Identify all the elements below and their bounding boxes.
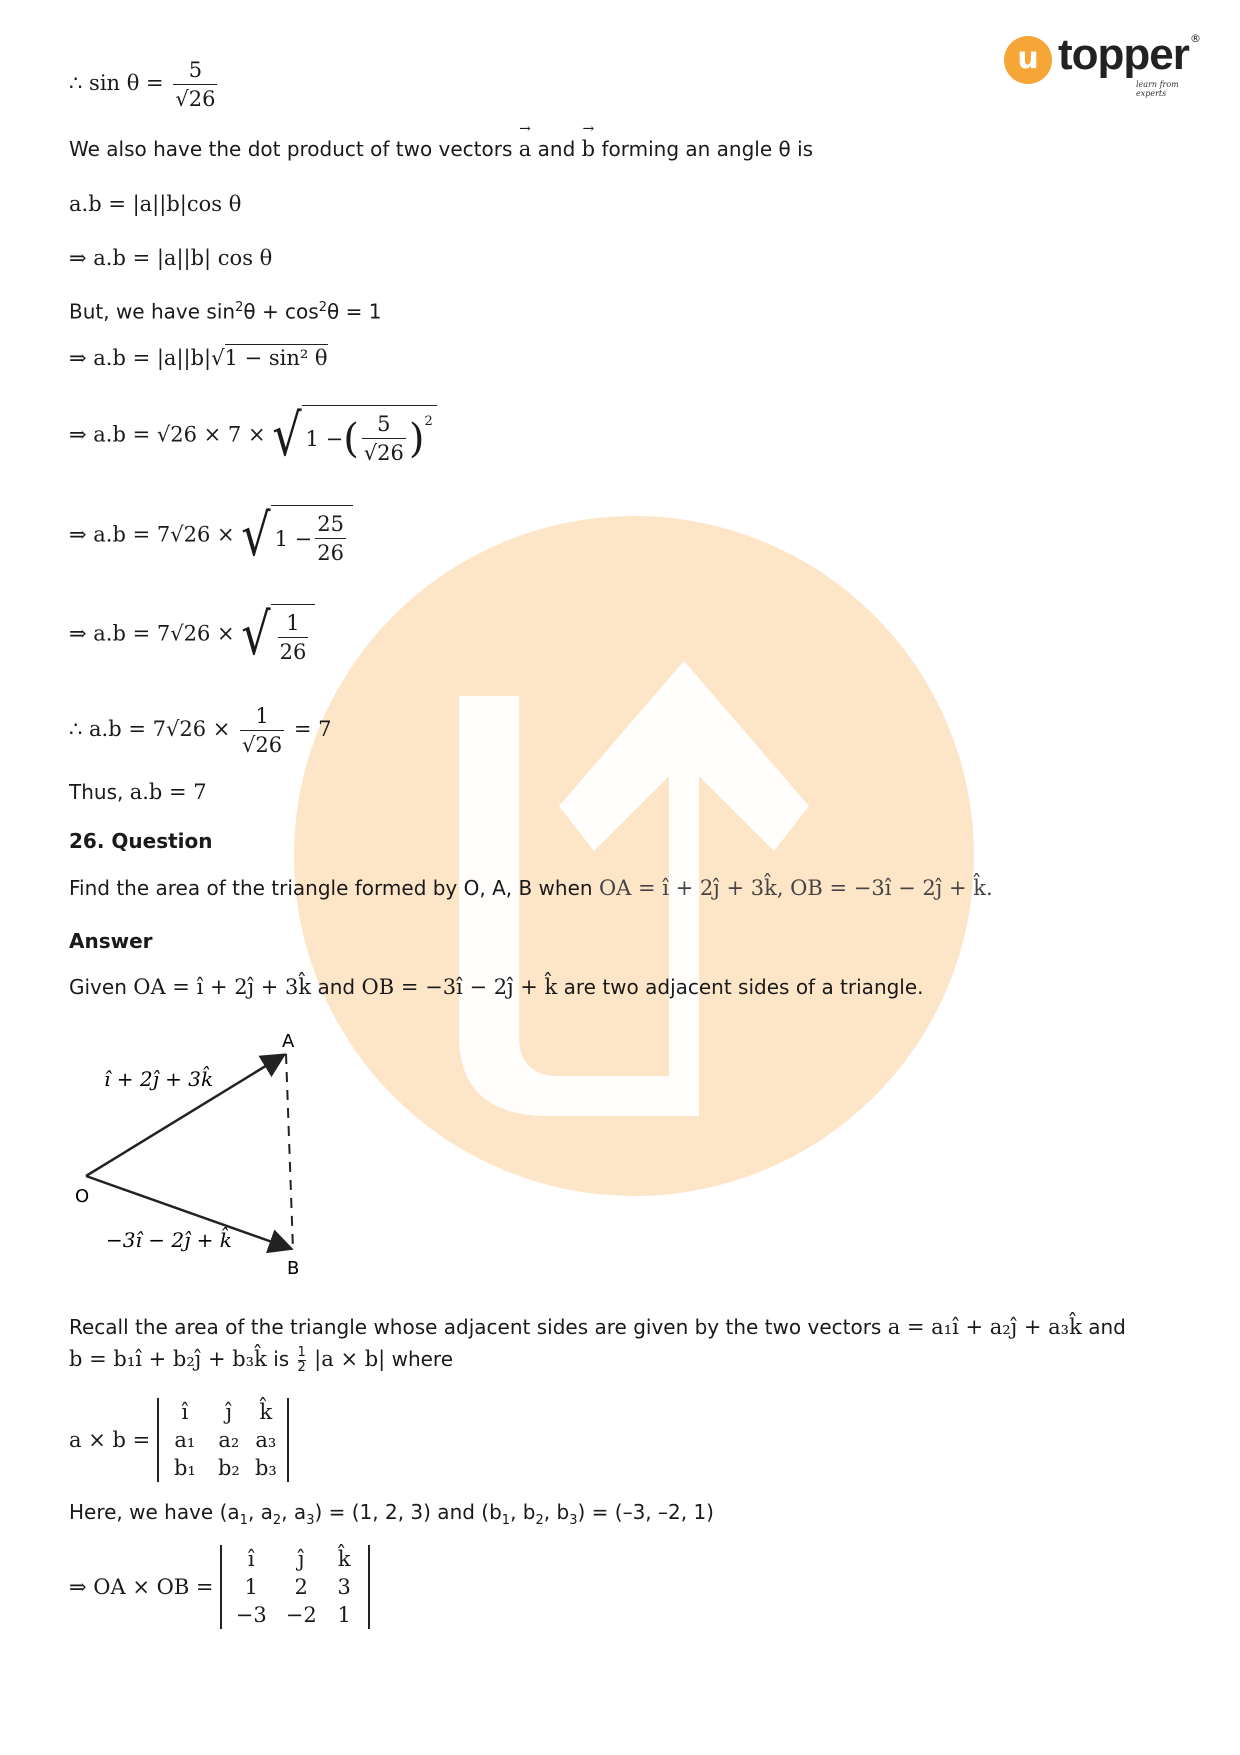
logo-mark-icon: u: [1004, 36, 1052, 84]
and-text: and: [537, 137, 576, 161]
fraction-numerator: 1: [297, 1345, 306, 1360]
sqrt-expression: [241, 600, 315, 668]
given-vector-ob: OB = −3î − 2ĵ + k̂: [361, 975, 558, 999]
subscript: 3: [306, 1513, 315, 1528]
text-part: ) = (1, 2, 3) and (b: [314, 1500, 502, 1524]
vertex-label-a: A: [282, 1031, 295, 1052]
fraction-numerator: 1: [286, 611, 300, 635]
component-values: [69, 1500, 714, 1533]
sqrt-expression: [241, 501, 353, 569]
fraction-denominator: √26: [362, 438, 406, 467]
step-lhs: ⇒ a.b = 7√26 ×: [69, 522, 235, 547]
dot-product-step-5: [69, 600, 315, 668]
result-fraction: [240, 702, 284, 759]
question-text: [69, 876, 993, 900]
given-vector-oa: OA = î + 2ĵ + 3k̂: [133, 975, 312, 999]
identity-text-2: θ + cos: [243, 299, 319, 324]
dot-product-intro: [69, 137, 813, 161]
fraction-numerator: 5: [377, 412, 391, 436]
conclusion-math: a.b = 7: [129, 780, 207, 804]
matrix-cell: k̂: [259, 1400, 273, 1424]
where-text: where: [391, 1347, 454, 1371]
matrix-cell: b₂: [217, 1456, 240, 1480]
determinant-matrix: [220, 1545, 370, 1629]
subscript: 1: [501, 1513, 511, 1528]
text-part: , a: [247, 1500, 273, 1524]
logo-tagline: learn from experts: [1136, 80, 1179, 98]
recall-statement-2: [69, 1346, 453, 1375]
text-part: , b: [543, 1500, 570, 1524]
matrix-cell: ĵ: [297, 1547, 305, 1571]
determinant-matrix: [157, 1398, 289, 1482]
subscript: 2: [535, 1513, 544, 1528]
matrix-cell: b₁: [173, 1456, 196, 1480]
fraction-denominator: 26: [315, 538, 346, 567]
text-part: , a: [281, 1500, 307, 1524]
matrix-cell: −3: [235, 1603, 267, 1627]
sqrt-radicand: 1 − sin² θ: [224, 346, 328, 370]
half-fraction: [298, 1346, 306, 1375]
one-minus: 1 −: [305, 426, 344, 451]
dot-product-step-2: ⇒ a.b = |a||b|√1 − sin² θ: [69, 346, 328, 370]
recall-vector-a: a = a₁î + a₂ĵ + a₃k̂: [887, 1315, 1082, 1339]
subscript: 1: [239, 1513, 248, 1528]
determinant-lhs: a × b =: [69, 1428, 151, 1452]
superscript: 2: [318, 300, 327, 315]
inner-fraction: [315, 510, 346, 567]
matrix-cell: a₂: [218, 1428, 240, 1452]
one-minus: 1 −: [274, 526, 313, 551]
right-paren: ): [408, 415, 425, 462]
question-heading: 26. Question: [69, 829, 213, 853]
triangle-diagram: [69, 1024, 329, 1284]
side-ab-dashed: [286, 1054, 293, 1250]
matrix-cell: −2: [285, 1603, 317, 1627]
left-paren: (: [343, 415, 359, 462]
matrix-cell: ĵ: [225, 1400, 233, 1424]
matrix-cell: a₁: [174, 1428, 196, 1452]
answer-heading: Answer: [69, 929, 153, 953]
text-part: , b: [510, 1500, 536, 1524]
matrix-cell: 2: [294, 1575, 308, 1599]
fraction-denominator: 26: [278, 637, 309, 666]
recall-vector-b: b = b₁î + b₂ĵ + b₃k̂: [69, 1347, 267, 1371]
vertex-label-o: O: [75, 1186, 90, 1207]
vector-a-symbol: → a: [519, 137, 532, 161]
vector-ob-label: −3î − 2ĵ + k̂: [106, 1228, 232, 1252]
dot-product-definition: a.b = |a||b|cos θ: [69, 192, 242, 216]
given-statement: [69, 975, 924, 999]
fraction-numerator: 25: [317, 512, 344, 536]
matrix-cell: b₃: [254, 1456, 277, 1480]
vertex-label-b: B: [287, 1258, 300, 1279]
subscript: 3: [569, 1513, 578, 1528]
is-text: is: [273, 1347, 290, 1371]
and-text: and: [317, 975, 356, 999]
brand-logo[interactable]: [1004, 30, 1204, 98]
dot-product-conclusion: [69, 780, 207, 804]
thus-text: Thus,: [69, 780, 124, 804]
question-vectors: OA = î + 2ĵ + 3k̂, OB = −3î − 2ĵ + k̂.: [598, 876, 993, 900]
sqrt-sign-icon: √: [272, 401, 302, 469]
step-lhs: ⇒ a.b = |a||b|: [69, 346, 212, 370]
sin-theta-fraction: [173, 56, 217, 113]
determinant-lhs: ⇒ OA × OB =: [69, 1575, 214, 1599]
sin-theta-lhs: ∴ sin θ =: [69, 71, 164, 95]
cross-product-determinant: [69, 1398, 289, 1482]
inner-fraction: [278, 609, 309, 666]
question-statement: Find the area of the triangle formed by O, A, B when: [69, 876, 593, 900]
fraction-denominator: √26: [240, 730, 284, 759]
matrix-cell: 1: [337, 1603, 351, 1627]
fraction-numerator: 5: [188, 58, 203, 82]
text-part: Here, we have (a: [69, 1500, 240, 1524]
dot-product-step-1: ⇒ a.b = |a||b| cos θ: [69, 246, 273, 270]
dot-product-step-3: [69, 401, 437, 469]
intro-text: We also have the dot product of two vectors: [69, 137, 513, 161]
identity-text-1: But, we have sin: [69, 299, 236, 324]
matrix-cell: k̂: [337, 1547, 351, 1571]
recall-statement: [69, 1315, 1126, 1339]
matrix-cell: 1: [244, 1575, 258, 1599]
vector-oa-label: î + 2ĵ + 3k̂: [104, 1067, 214, 1091]
recall-text: Recall the area of the triangle whose adjacent sides are given by the two vectors: [69, 1315, 882, 1339]
sqrt-sign-icon: √: [241, 501, 271, 569]
step-lhs: ⇒ a.b = 7√26 ×: [69, 621, 235, 646]
step-lhs: ∴ a.b = 7√26 ×: [69, 717, 231, 741]
and-text: and: [1088, 1315, 1126, 1339]
cross-product-magnitude: |a × b|: [314, 1347, 386, 1371]
vector-b-symbol: → b: [582, 137, 595, 161]
matrix-cell: a₃: [255, 1428, 277, 1452]
pythagorean-identity: [69, 296, 381, 324]
sin-theta-equation: [69, 56, 220, 113]
fraction-denominator: √26: [173, 84, 217, 113]
subscript: 2: [272, 1513, 282, 1528]
dot-product-step-4: [69, 501, 353, 569]
fraction-numerator: 1: [255, 704, 269, 728]
matrix-cell: 3: [337, 1575, 351, 1599]
intro-text-end: forming an angle θ is: [601, 137, 814, 161]
step-lhs: ⇒ a.b = √26 × 7 ×: [69, 422, 266, 447]
dot-product-result: [69, 702, 331, 759]
sqrt-sign-icon: √: [241, 600, 271, 668]
inner-fraction: [362, 410, 406, 467]
sqrt-expression: [272, 401, 437, 469]
fraction-denominator: 2: [297, 1360, 306, 1375]
logo-wordmark: topper: [1058, 30, 1189, 79]
superscript: 2: [235, 300, 244, 315]
final-determinant: [69, 1545, 370, 1629]
given-text-end: are two adjacent sides of a triangle.: [563, 975, 924, 999]
registered-mark-icon: ®: [1190, 32, 1201, 45]
matrix-cell: î: [181, 1400, 189, 1424]
identity-text-3: θ = 1: [327, 299, 382, 324]
exponent: 2: [424, 414, 433, 429]
matrix-cell: î: [247, 1547, 255, 1571]
given-text: Given: [69, 975, 127, 999]
text-part: ) = (–3, –2, 1): [577, 1500, 714, 1524]
result-value: = 7: [293, 717, 332, 741]
